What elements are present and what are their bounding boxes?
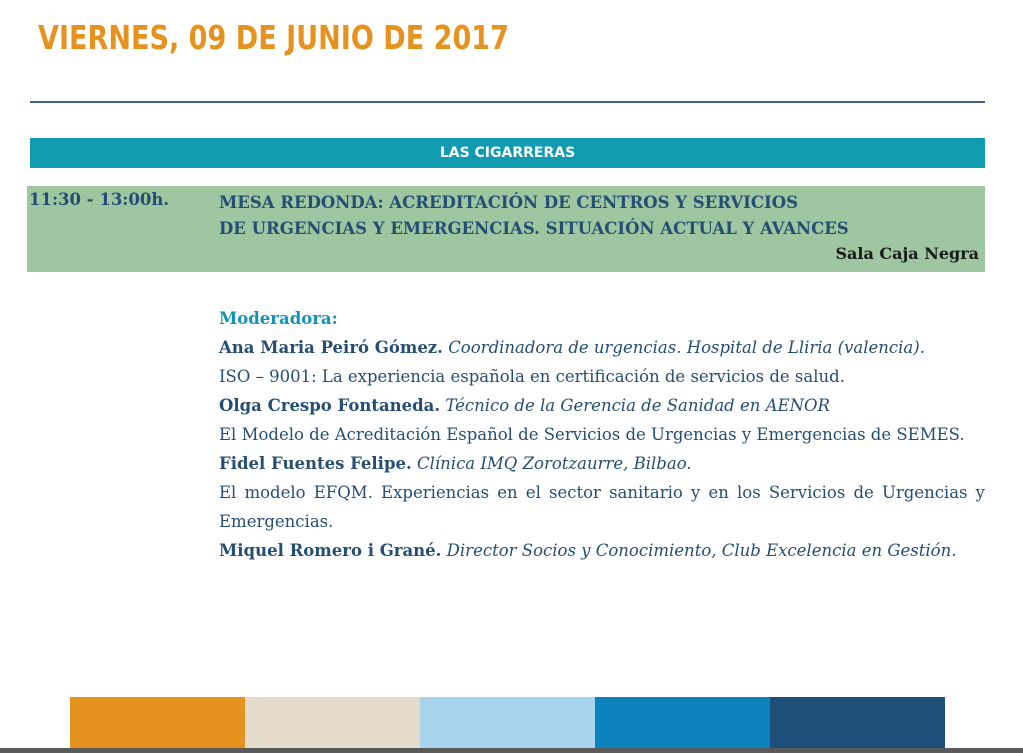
speaker-name: Fidel Fuentes Felipe. (219, 454, 412, 473)
color-swatch (595, 697, 770, 753)
talk-item (219, 420, 985, 478)
venue-banner (30, 138, 985, 168)
title-divider (30, 101, 985, 103)
speaker-name: Miquel Romero i Grané. (219, 541, 442, 560)
moderator-role: Coordinadora de urgencias. Hospital de Lliria (valencia). (448, 338, 925, 357)
session-program (219, 304, 985, 565)
session-title: MESA REDONDA: ACREDITACIÓN DE CENTROS Y SERVICIOS DE URGENCIAS Y EMERGENCIAS. SITUACIÓN ACTUAL Y AVANCES (219, 193, 849, 238)
speaker-role: Clínica IMQ Zorotzaurre, Bilbao. (416, 454, 692, 473)
venue-name: LAS CIGARRERAS (439, 145, 576, 161)
moderator-block (219, 304, 985, 362)
color-swatch (70, 697, 245, 753)
session-time: 11:30 - 13:00h. (29, 190, 170, 209)
talk-item (219, 362, 985, 420)
speaker-role: Técnico de la Gerencia de Sanidad en AENOR (445, 396, 830, 415)
footer-color-bar (70, 697, 945, 753)
color-swatch (770, 697, 945, 753)
color-swatch (420, 697, 595, 753)
talk-topic: El modelo EFQM. Experiencias en el sector sanitario y en los Servicios de Urgencias y Emergencias. (219, 483, 985, 531)
speaker-name: Olga Crespo Fontaneda. (219, 396, 441, 415)
session-header (27, 186, 985, 272)
color-swatch (245, 697, 420, 753)
moderator-name: Ana Maria Peiró Gómez. (219, 338, 443, 357)
page-title: VIERNES, 09 DE JUNIO DE 2017 (38, 18, 509, 57)
moderator-label: Moderadora: (219, 309, 338, 328)
page-bottom-edge (0, 748, 1023, 753)
talk-item (219, 478, 985, 565)
speaker-role: Director Socios y Conocimiento, Club Excelencia en Gestión. (446, 541, 957, 560)
session-room: Sala Caja Negra (835, 244, 979, 263)
talk-topic: ISO – 9001: La experiencia española en certificación de servicios de salud. (219, 367, 845, 386)
talk-topic: El Modelo de Acreditación Español de Servicios de Urgencias y Emergencias de SEMES. (219, 425, 965, 444)
